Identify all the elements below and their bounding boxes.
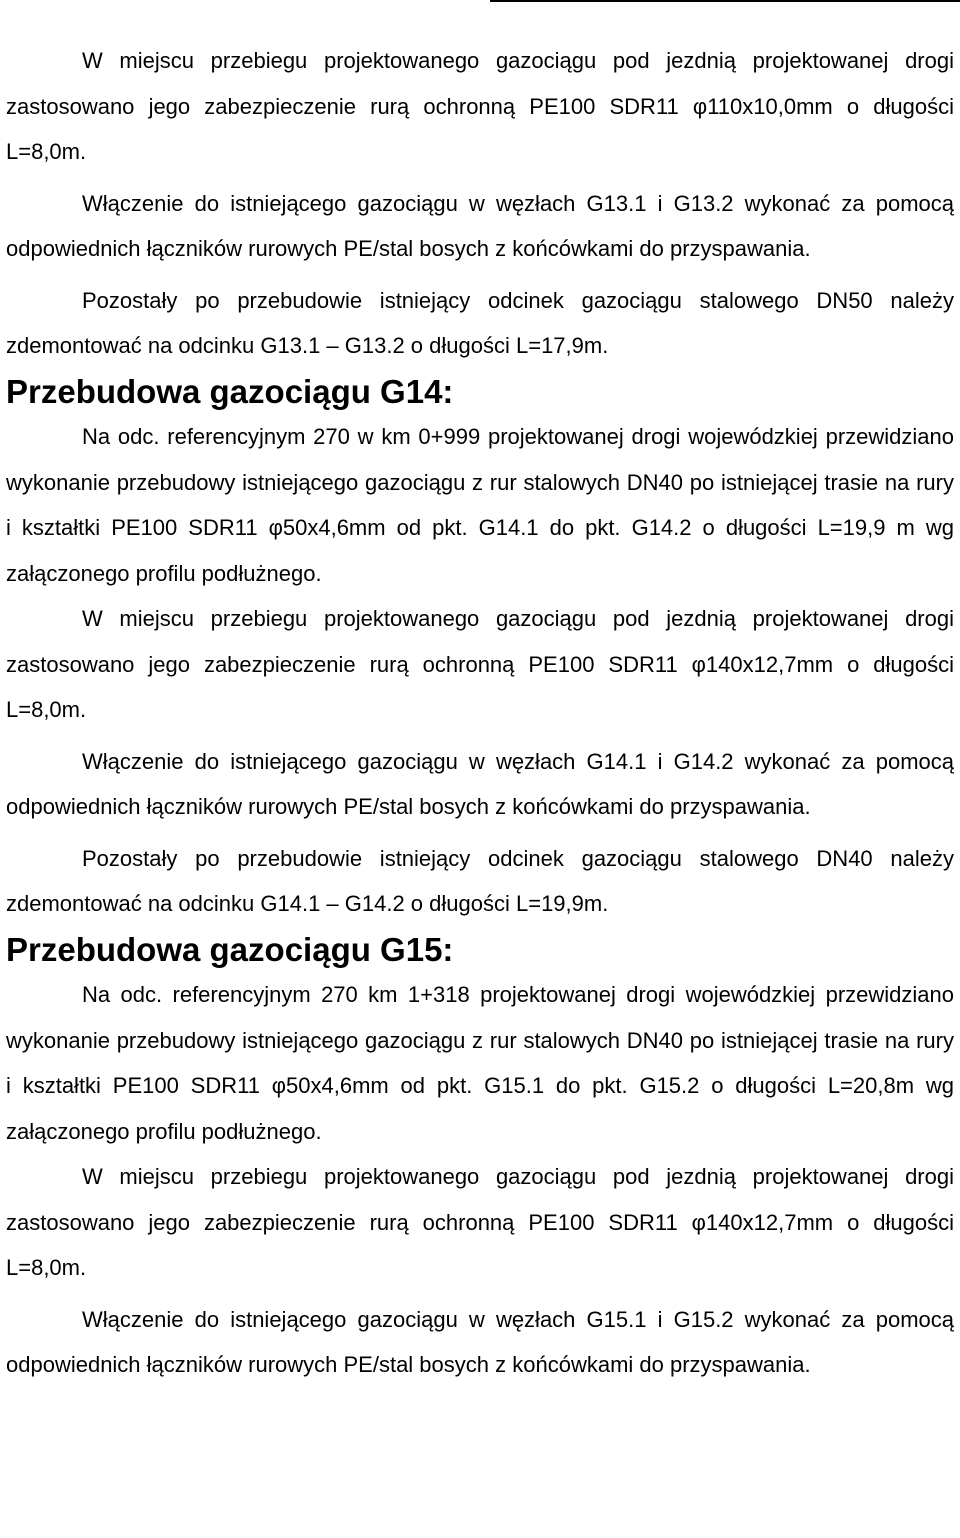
paragraph-g13-protection: W miejscu przebiegu projektowanego gazociągu pod jezdnią projektowanej drogi zastosowano jego zabezpieczenie rurą ochronną PE100 SDR11 φ110x10,0mm o długości L=8,0m. (6, 48, 954, 164)
top-rule (490, 0, 960, 2)
paragraph-g15-connection: Włączenie do istniejącego gazociągu w węzłach G15.1 i G15.2 wykonać za pomocą odpowiednich łączników rurowych PE/stal bosych z końcówkami do przyspawania. (6, 1306, 954, 1377)
paragraph-g14-dismantling: Pozostały po przebudowie istniejący odcinek gazociągu stalowego DN40 należy zdemontować na odcinku G14.1 – G14.2 o długości L=19,9m. (6, 845, 954, 916)
section-heading-g14: Przebudowa gazociągu G14: (6, 372, 454, 410)
paragraph-g13-connection: Włączenie do istniejącego gazociągu w węzłach G13.1 i G13.2 wykonać za pomocą odpowiednich łączników rurowych PE/stal bosych z końcówkami do przyspawania. (6, 190, 954, 261)
document-body (6, 38, 954, 1388)
section-heading-g15: Przebudowa gazociągu G15: (6, 930, 454, 968)
paragraph-g14-protection: W miejscu przebiegu projektowanego gazociągu pod jezdnią projektowanej drogi zastosowano jego zabezpieczenie rurą ochronną PE100 SDR11 φ140x12,7mm o długości L=8,0m. (6, 606, 954, 722)
paragraph-g14-scope: Na odc. referencyjnym 270 w km 0+999 projektowanej drogi wojewódzkiej przewidziano wykonanie przebudowy istniejącego gazociągu z rur stalowych DN40 po istniejącej trasie na rury i kształtki PE100 SDR11 φ50x4,6mm od pkt. G14.1 do pkt. G14.2 o długości L=19,9 m wg załączonego profilu podłużnego. (6, 424, 954, 586)
paragraph-g15-protection: W miejscu przebiegu projektowanego gazociągu pod jezdnią projektowanej drogi zastosowano jego zabezpieczenie rurą ochronną PE100 SDR11 φ140x12,7mm o długości L=8,0m. (6, 1164, 954, 1280)
paragraph-g14-connection: Włączenie do istniejącego gazociągu w węzłach G14.1 i G14.2 wykonać za pomocą odpowiednich łączników rurowych PE/stal bosych z końcówkami do przyspawania. (6, 748, 954, 819)
paragraph-g15-scope: Na odc. referencyjnym 270 km 1+318 projektowanej drogi wojewódzkiej przewidziano wykonanie przebudowy istniejącego gazociągu z rur stalowych DN40 po istniejącej trasie na rury i kształtki PE100 SDR11 φ50x4,6mm od pkt. G15.1 do pkt. G15.2 o długości L=20,8m wg załączonego profilu podłużnego. (6, 982, 954, 1144)
paragraph-g13-dismantling: Pozostały po przebudowie istniejący odcinek gazociągu stalowego DN50 należy zdemontować na odcinku G13.1 – G13.2 o długości L=17,9m. (6, 287, 954, 358)
